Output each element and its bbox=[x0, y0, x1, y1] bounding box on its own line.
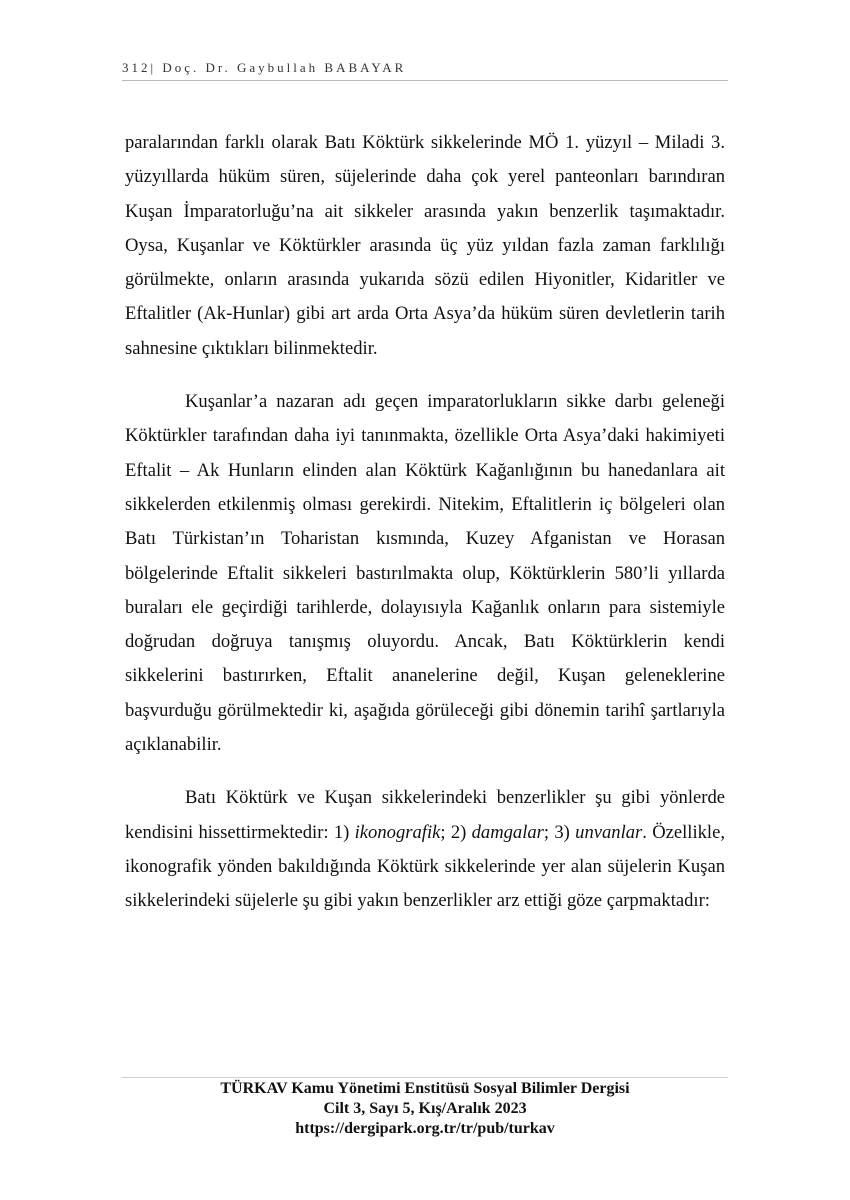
paragraph-3-end: . Özellikle, ikonografik yönden bakıldığında Köktürk sikkelerinde yer alan süjelerin Kuşan sikkelerindeki süjelerle şu gibi yakın benzerlikler arz ettiği göze çarpmaktadır: bbox=[125, 821, 726, 912]
page-number: 312 bbox=[122, 60, 151, 75]
paragraph-3-sep-2: ; 3) bbox=[543, 821, 576, 843]
main-text bbox=[125, 126, 725, 919]
journal-title: TÜRKAV Kamu Yönetimi Enstitüsü Sosyal Bilimler Dergisi bbox=[220, 1080, 630, 1097]
term-iconographic: ikonografik bbox=[354, 821, 441, 843]
journal-issue: Cilt 3, Sayı 5, Kış/Aralık 2023 bbox=[323, 1100, 527, 1117]
paragraph-3-sep-1: ; 2) bbox=[440, 821, 472, 843]
header-separator: | bbox=[150, 60, 157, 75]
term-unvanlar: unvanlar bbox=[575, 821, 643, 843]
paragraph-1: paralarından farklı olarak Batı Köktürk sikkelerinde MÖ 1. yüzyıl – Miladi 3. yüzyıllarda hüküm süren, süjelerinde daha çok yerel panteonları barındıran Kuşan İmparatorluğu’na ait sikkeler arasında yakın benzerlik taşımaktadır. Oysa, Kuşanlar ve Köktürkler arasında üç yüz yıldan fazla zaman farklılığı görülmekte, onların arasında yukarıda sözü edilen Hiyonitler, Kidaritler ve Eftalitler (Ak-Hunlar) gibi art arda Orta Asya’da hüküm süren devletlerin tarih sahnesine çıktıkları bilinmektedir. bbox=[125, 132, 725, 359]
paragraph-2: Kuşanlar’a nazaran adı geçen imparatorlukların sikke darbı geleneği Köktürkler tarafından daha iyi tanınmakta, özellikle Orta Asya’daki hakimiyeti Eftalit – Ak Hunların elinden alan Köktürk Kağanlığının bu hanedanlara ait sikkelerden etkilenmiş olması gerekirdi. Nitekim, Eftalitlerin iç bölgeleri olan Batı Türkistan’ın Toharistan kısmında, Kuzey Afganistan ve Horasan bölgelerinde Eftalit sikkeleri bastırılmakta olup, Köktürklerin 580’li yıllarda buraları ele geçirdiği tarihlerde, dolayısıyla Kağanlık onların para sistemiyle doğrudan doğruya tanışmış oluyordu. Ancak, Batı Köktürklerin kendi sikkelerini bastırırken, Eftalit ananelerine değil, Kuşan geleneklerine başvurduğu görülmektedir ki, aşağıda görüleceği gibi dönemin tarihî şartlarıyla açıklanabilir. bbox=[125, 391, 725, 756]
journal-url: https://dergipark.org.tr/tr/pub/turkav bbox=[295, 1120, 555, 1137]
paragraph-3 bbox=[125, 781, 725, 918]
page-footer bbox=[122, 1079, 728, 1139]
running-header bbox=[122, 60, 406, 76]
footer-divider bbox=[122, 1077, 728, 1078]
term-damgalar: damgalar bbox=[471, 821, 544, 843]
header-divider bbox=[122, 80, 728, 81]
paragraph-3-start: Batı Köktürk ve Kuşan sikkelerindeki benzerlikler şu gibi yönlerde kendisini hissettirmektedir: 1) bbox=[125, 787, 725, 843]
author-name: Doç. Dr. Gaybullah BABAYAR bbox=[162, 60, 407, 75]
